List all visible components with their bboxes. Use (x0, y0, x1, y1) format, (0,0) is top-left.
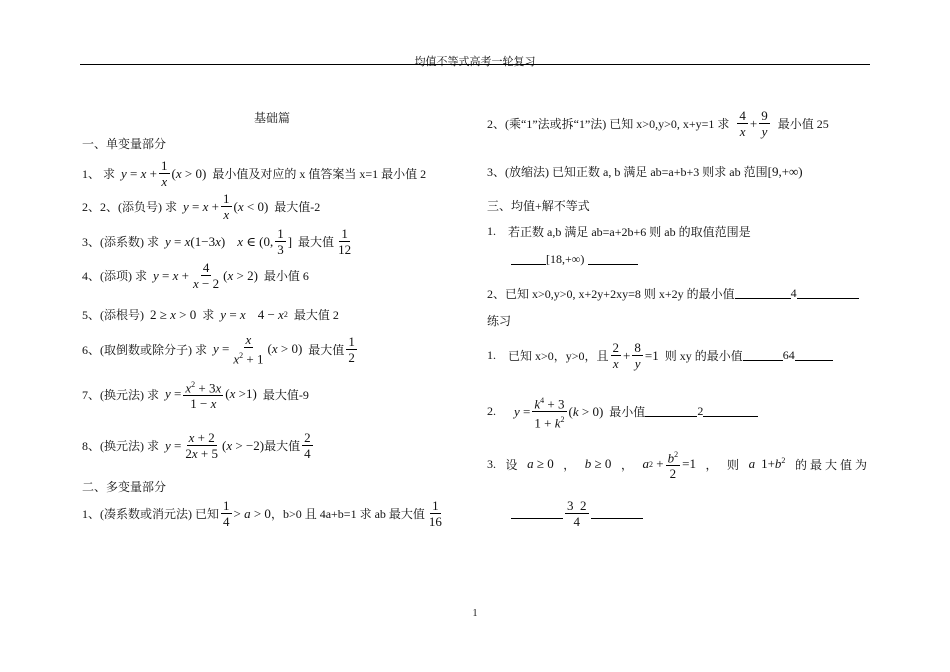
header-rule (80, 64, 870, 65)
section-heading-single-variable: 一、单变量部分 (82, 137, 167, 151)
section-heading-multi-variable: 二、多变量部分 (82, 480, 167, 494)
problem-8: 8、(换元法) 求 y = $\frac{x + 2}{2x + 5}$ ( x > −2) 最大值 $\frac{2}{4}$ (82, 430, 311, 461)
problem-r3: 3、(放缩法) 已知正数 a, b 满足 ab=a+b+3 则求 ab 范围 [9,+∞) (487, 163, 803, 179)
section-title: 基础篇 (254, 111, 291, 125)
exercise-3: 3. 设 a ≥ 0 ， b ≥ 0 ， a 2 + $\frac{b^2}{2}$ =1 ， 则 a $1+b^2$ 的 最 大 值 为 (487, 447, 867, 481)
problem-9: 1、(凑系数或消元法) 已知 $\frac{1}{4}$ > a > 0 ，b>0 且 4a+b=1 求 ab 最大值 $\frac{1}{16}$ (82, 498, 442, 529)
problem-2: 2、2、(添负号) 求 y = x + $\frac{1}{x}$ ( x < 0) 最大值-2 (82, 191, 321, 222)
problem-5: 5、(添根号) 2 ≥ x > 0 求 y = x 4 − x 2 最大值 2 (82, 306, 339, 322)
section-heading-inequality: 三、均值+解不等式 (487, 199, 590, 213)
exercise-3-answer: $\frac{3 2}{4}$ (511, 498, 643, 529)
problem-r4: 1. 若正数 a,b 满足 ab=a+2b+6 则 ab 的取值范围是 (487, 224, 751, 239)
exercise-1: 1. 已知 x>0，y>0，且 $\frac{2}{x}$ + $\frac{8}{y}$ =1 则 xy 的最小值 64 (487, 340, 833, 371)
problem-1: 1、 求 y = x + $\frac{1}{x}$ ( x > 0) 最小值及对应的 x 值答案当 x=1 最小值 2 (82, 158, 427, 189)
exercise-2: 2. y = $\frac{k^4 + 3}{1 + k^2}$ ( k > 0) 最小值 2 (487, 393, 758, 431)
problem-r2: 2、(乘“1”法或拆“1”法) 已知 x>0,y>0, x+y=1 求 $\frac{4}{x}$ + $\frac{9}{y}$ 最小值 25 (487, 108, 829, 139)
problem-7: 7、(换元法) 求 y = $\frac{x^2 + 3x}{1 - x}$ ( x >1) 最大值-9 (82, 377, 309, 411)
problem-3: 3、(添系数) 求 y = x (1 −3 x ) x ∈ (0, $\frac{1}{3}$ ] 最大值 $\frac{1}{12}$ (82, 226, 352, 257)
problem-6: 6、(取倒数或除分子) 求 y = $\frac{x}{x^2 + 1}$ ( x > 0) 最大值 $\frac{1}{2}$ (82, 332, 355, 367)
page-number: 1 (472, 608, 478, 619)
problem-r4-answer: [18,+∞) (511, 252, 638, 267)
problem-4: 4、(添项) 求 y = x + $\frac{4}{x - 2}$ ( x > 2) 最小值 6 (82, 260, 309, 291)
page-header: 均值不等式高考一轮复习 (414, 56, 536, 68)
section-heading-practice: 练习 (487, 314, 512, 328)
problem-r5: 2、已知 x>0,y>0, x+2y+2xy=8 则 x+2y 的最小值 4 (487, 285, 859, 302)
